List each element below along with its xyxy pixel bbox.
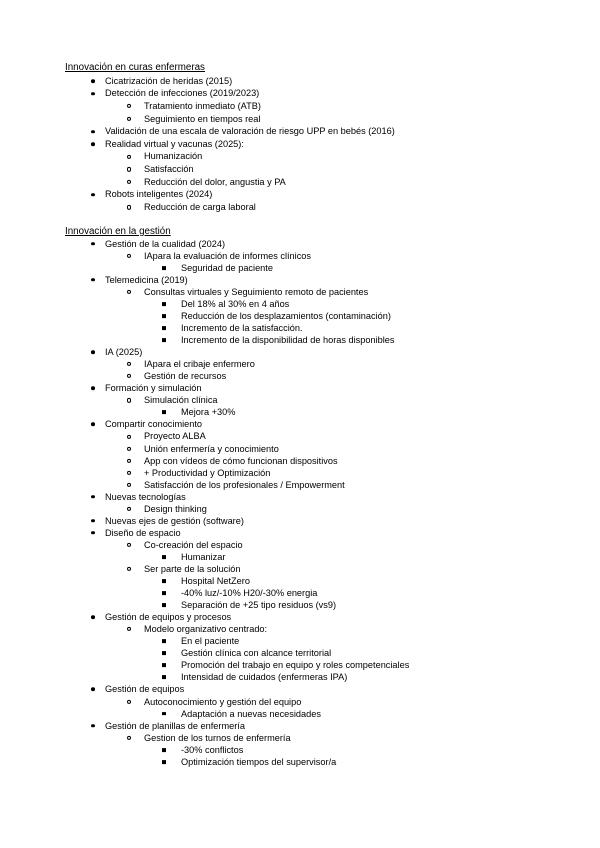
list-item-text: Satisfacción: [144, 164, 194, 175]
list-item: [0, 406, 600, 418]
list-item-text: Reducción de carga laboral: [144, 202, 256, 213]
bullet-square-icon: [162, 314, 166, 318]
list-item-text: Validación de una escala de valoración de riesgo UPP en bebés (2016): [105, 126, 395, 137]
list-item: [0, 238, 600, 250]
list-item-text: Gestión de recursos: [144, 371, 227, 382]
bullet-circle-icon: [127, 483, 131, 487]
bullet-circle-icon: [127, 736, 131, 740]
list-item-text: En el paciente: [181, 636, 240, 647]
list-item: [0, 720, 600, 732]
list-item-text: Consultas virtuales y Seguimiento remoto de pacientes: [144, 286, 369, 297]
list-item: [0, 322, 600, 334]
bullet-disc-icon: [91, 495, 95, 499]
list-item-text: Tratamiento inmediato (ATB): [144, 100, 261, 111]
list-item: [0, 430, 600, 442]
list-item-text: Incremento de la disponibilidad de horas disponibles: [181, 335, 395, 346]
bullet-square-icon: [162, 302, 166, 306]
list-item-text: Nuevas tecnologías: [105, 491, 186, 502]
list-item-text: Seguimiento en tiempos real: [144, 113, 261, 124]
bullet-circle-icon: [127, 104, 131, 108]
list-item-text: Simulación clínica: [144, 395, 218, 406]
list-item-text: Separación de +25 tipo residuos (vs9): [181, 600, 337, 611]
list-item: [0, 732, 600, 744]
bullet-square-icon: [162, 748, 166, 752]
bullet-circle-icon: [127, 471, 131, 475]
list-item: [0, 515, 600, 527]
list-item-text: App con vídeos de cómo funcionan dispositivos: [144, 455, 338, 466]
list-item: [0, 503, 600, 515]
list-item: [0, 163, 600, 176]
list-item: [0, 696, 600, 708]
bullet-disc-icon: [91, 519, 95, 523]
list-item-text: Adaptación a nuevas necesidades: [181, 708, 321, 719]
document-content: [0, 62, 600, 768]
list-item: [0, 599, 600, 611]
list-item-text: IA (2025): [105, 347, 143, 358]
list-item-text: Mejora +30%: [181, 407, 236, 418]
list-item: [0, 611, 600, 623]
bullet-square-icon: [162, 579, 166, 583]
list-item-text: Promoción del trabajo en equipo y roles competenciales: [181, 660, 410, 671]
list-item-text: Detección de infecciones (2019/2023): [105, 88, 260, 99]
bullet-circle-icon: [127, 290, 131, 294]
list-item-text: Reducción de los desplazamientos (contaminación): [181, 311, 391, 322]
list-item: [0, 125, 600, 138]
list-item: [0, 491, 600, 503]
bullet-circle-icon: [127, 180, 131, 184]
section-heading: Innovación en la gestión: [65, 225, 171, 237]
list-item: [0, 587, 600, 599]
list-item: [0, 113, 600, 126]
list-item-text: Humanizar: [181, 551, 226, 562]
bullet-circle-icon: [127, 205, 131, 209]
bullet-circle-icon: [127, 567, 131, 571]
bullet-disc-icon: [91, 130, 95, 134]
bullet-circle-icon: [127, 434, 131, 438]
bullet-circle-icon: [127, 362, 131, 366]
list-item: [0, 176, 600, 189]
bullet-disc-icon: [91, 142, 95, 146]
list-item-text: Seguridad de paciente: [181, 262, 273, 273]
bullet-disc-icon: [91, 350, 95, 354]
list-item-text: Intensidad de cuidados (enfermeras IPA): [181, 672, 348, 683]
list-item: [0, 467, 600, 479]
list-item-text: Del 18% al 30% en 4 años: [181, 298, 290, 309]
bullet-square-icon: [162, 712, 166, 716]
list-item-text: Formación y simulación: [105, 383, 202, 394]
bullet-disc-icon: [91, 79, 95, 83]
list-item: [0, 262, 600, 274]
list-item: [0, 370, 600, 382]
list-item-text: Optimización tiempos del supervisor/a: [181, 756, 337, 767]
bullet-disc-icon: [91, 724, 95, 728]
list-item: [0, 394, 600, 406]
bullet-square-icon: [162, 760, 166, 764]
list-item-text: Humanización: [144, 151, 203, 162]
list-item-text: + Productividad y Optimización: [144, 467, 271, 478]
list-item-text: Gestión de equipos y procesos: [105, 612, 232, 623]
bullet-circle-icon: [127, 543, 131, 547]
bullet-square-icon: [162, 651, 166, 655]
list-item: [0, 334, 600, 346]
bullet-square-icon: [162, 326, 166, 330]
list-item-text: IApara la evaluación de informes clínicos: [144, 250, 311, 261]
list-item-text: Autoconocimiento y gestión del equipo: [144, 696, 302, 707]
list-item-text: Nuevas ejes de gestión (software): [105, 515, 244, 526]
bullet-square-icon: [162, 266, 166, 270]
list-item: [0, 286, 600, 298]
list-item: [0, 575, 600, 587]
list-item: [0, 138, 600, 151]
list-item: [0, 635, 600, 647]
bullet-square-icon: [162, 591, 166, 595]
list-item: [0, 188, 600, 201]
list-item-text: Incremento de la satisfacción.: [181, 323, 303, 334]
list-item-text: Ser parte de la solución: [144, 564, 241, 574]
list-item: [0, 527, 600, 539]
section-heading: Innovación en curas enfermeras: [65, 62, 205, 73]
list-item-text: Robots inteligentes (2024): [105, 189, 213, 200]
list-item: [0, 201, 600, 214]
list-item: [0, 418, 600, 430]
list-item-text: Cicatrización de heridas (2015): [105, 75, 233, 86]
list-item: [0, 150, 600, 163]
list-item-text: Compartir conocimiento: [105, 419, 203, 430]
list-item: [0, 659, 600, 671]
list-item: [0, 346, 600, 358]
list-item-text: Diseño de espacio: [105, 527, 181, 538]
bullet-circle-icon: [127, 446, 131, 450]
list-item-text: -40% luz/-10% H20/-30% energia: [181, 588, 318, 599]
list-item: [0, 479, 600, 491]
list-item: [0, 250, 600, 262]
list-item-text: Proyecto ALBA: [144, 431, 206, 442]
bullet-circle-icon: [127, 507, 131, 511]
list-item: [0, 647, 600, 659]
list-item-text: Telemedicina (2019): [105, 274, 188, 285]
bullet-circle-icon: [127, 627, 131, 631]
bullet-disc-icon: [91, 242, 95, 246]
bullet-circle-icon: [127, 155, 131, 159]
list-item-text: Gestión de planillas de enfermería: [105, 720, 245, 731]
list-item-text: Co-creación del espacio: [144, 539, 243, 550]
list-item: [0, 539, 600, 551]
bullet-square-icon: [162, 411, 166, 415]
bullet-disc-icon: [91, 688, 95, 692]
list-item: [0, 671, 600, 683]
list-item-text: Hospital NetZero: [181, 576, 250, 587]
list-item: [0, 756, 600, 768]
list-item-text: Gestión de equipos: [105, 684, 185, 695]
bullet-disc-icon: [91, 92, 95, 96]
bullet-circle-icon: [127, 117, 131, 121]
bullet-circle-icon: [127, 398, 131, 402]
list-item: [0, 708, 600, 720]
bullet-circle-icon: [127, 254, 131, 258]
list-item-text: Satisfacción de los profesionales / Empowerment: [144, 479, 345, 490]
list-item-text: Modelo organizativo centrado:: [144, 624, 268, 635]
list-item: [0, 87, 600, 100]
list-item-text: IApara el cribaje enfermero: [144, 359, 255, 370]
bullet-square-icon: [162, 555, 166, 559]
bullet-circle-icon: [127, 167, 131, 171]
list-item: [0, 683, 600, 695]
list-item: [0, 75, 600, 88]
list-item: [0, 274, 600, 286]
bullet-circle-icon: [127, 374, 131, 378]
bullet-square-icon: [162, 603, 166, 607]
bullet-circle-icon: [127, 699, 131, 703]
list-item: [0, 563, 600, 575]
list-item: [0, 100, 600, 113]
bullet-disc-icon: [91, 615, 95, 619]
list-item: [0, 551, 600, 563]
list-item-text: Gestión clínica con alcance territorial: [181, 648, 332, 659]
outline-section: [0, 62, 600, 214]
bullet-disc-icon: [91, 423, 95, 427]
bullet-square-icon: [162, 663, 166, 667]
list-item-text: -30% conflictos: [181, 744, 244, 755]
list-item: [0, 455, 600, 467]
list-item: [0, 382, 600, 394]
bullet-disc-icon: [91, 531, 95, 535]
bullet-square-icon: [162, 676, 166, 680]
outline-section: [0, 226, 600, 768]
list-item-text: Realidad virtual y vacunas (2025):: [105, 138, 244, 149]
bullet-square-icon: [162, 338, 166, 342]
bullet-square-icon: [162, 639, 166, 643]
list-item: [0, 310, 600, 322]
list-item-text: Gestión de la cualidad (2024): [105, 238, 226, 249]
list-item-text: Reducción del dolor, angustia y PA: [144, 176, 286, 187]
list-item: [0, 623, 600, 635]
bullet-circle-icon: [127, 459, 131, 463]
list-item: [0, 443, 600, 455]
list-item: [0, 744, 600, 756]
list-item-text: Design thinking: [144, 503, 207, 514]
list-item: [0, 358, 600, 370]
list-item-text: Unión enfermería y conocimiento: [144, 443, 279, 454]
bullet-disc-icon: [91, 193, 95, 197]
list-item-text: Gestion de los turnos de enfermería: [144, 732, 291, 743]
list-item: [0, 298, 600, 310]
bullet-disc-icon: [91, 278, 95, 282]
bullet-disc-icon: [91, 387, 95, 391]
